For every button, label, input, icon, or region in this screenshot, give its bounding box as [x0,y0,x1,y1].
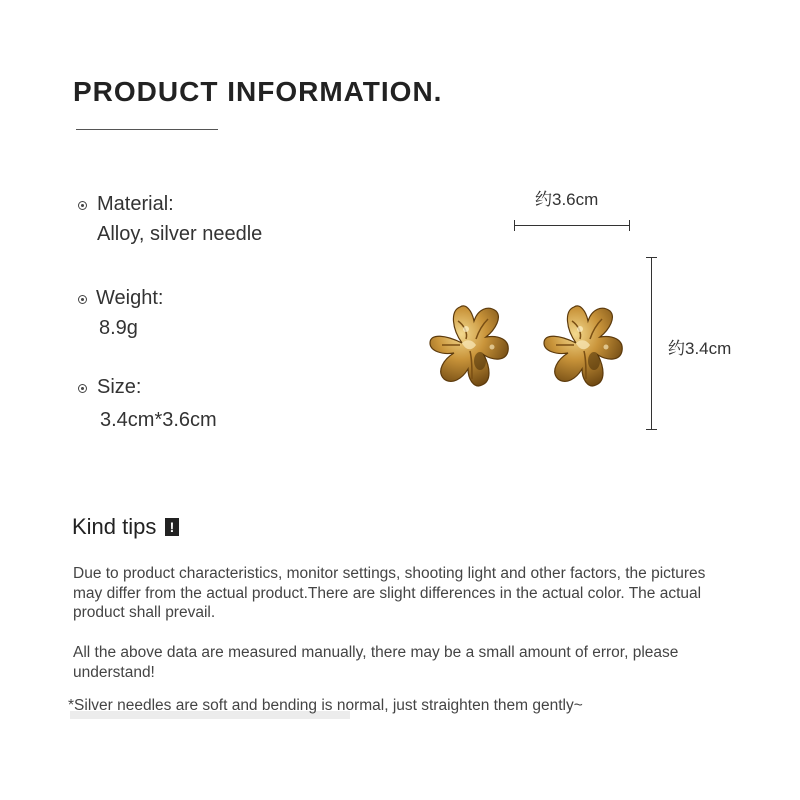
weight-label: Weight: [96,287,164,309]
height-dimension-line [651,257,652,429]
weight-value: 8.9g [99,317,138,339]
silver-needle-note: *Silver needles are soft and bending is normal, just straighten them gently~ [68,697,583,714]
width-dimension-tick [514,220,515,231]
height-dimension-tick [646,257,657,258]
kind-tips-title: Kind tips [72,514,157,539]
bullet-icon [78,201,87,210]
tips-paragraph-2: All the above data are measured manually, there may be a small amount of error, please understand! [73,644,679,681]
title-divider [76,129,218,130]
size-value: 3.4cm*3.6cm [100,409,217,431]
bullet-icon [78,384,87,393]
width-dimension-label: 约3.6cm [535,190,599,209]
tips-paragraph-1: Due to product characteristics, monitor settings, shooting light and other factors, the pictures may differ from the actual product.There are slight differences in the actual color. The actual product shall prevail. [73,565,706,621]
height-dimension-label: 约3.4cm [668,339,732,358]
material-label: Material: [97,193,174,215]
width-dimension-line [514,225,630,226]
size-label: Size: [97,376,142,398]
height-dimension-tick [646,429,657,430]
left-earring [430,306,508,386]
right-earring [544,306,622,386]
width-dimension-tick [629,220,630,231]
product-earrings-image [420,295,640,395]
page-title: PRODUCT INFORMATION. [73,76,443,107]
exclamation-icon: ! [165,518,179,536]
bullet-icon [78,295,87,304]
material-value: Alloy, silver needle [97,223,263,245]
